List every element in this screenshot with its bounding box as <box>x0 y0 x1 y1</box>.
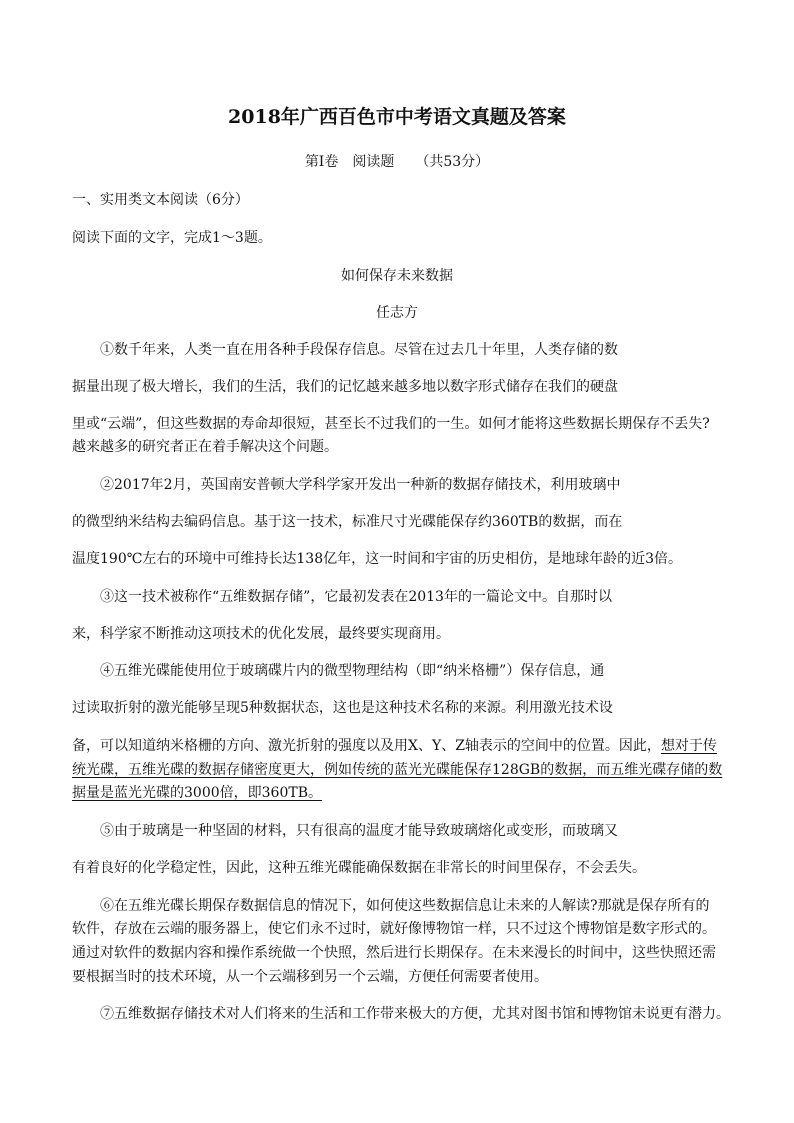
paragraph-1-line-2: 据量出现了极大增长，我们的生活，我们的记忆越来越多地以数字形式储存在我们的硬盘 <box>72 379 618 395</box>
document-title: 2018年广西百色市中考语文真题及答案 <box>228 106 566 128</box>
paragraph-2-line-2: 的微型纳米结构去编码信息。基于这一技术，标准尺寸光碟能保存约360TB的数据，而在 <box>72 514 623 530</box>
underlined-passage-start: 想对于传 <box>660 738 717 754</box>
paragraph-3-line-2: 来，科学家不断推动这项技术的优化发展，最终要实现商用。 <box>72 626 450 642</box>
paragraph-6-line-1: ⑥在五维光碟长期保存数据信息的情况下，如何使这些数据信息让未来的人解读?那就是保存所有的 <box>100 898 710 914</box>
paragraph-6-line-4: 要根据当时的技术环境，从一个云端移到另一个云端，方便任何需要者使用。 <box>72 969 548 985</box>
paragraph-4-line-3 <box>72 736 722 756</box>
paragraph-4-line-2: 过读取折射的激光能够呈现5种数据状态，这也是这种技术名称的来源。利用激光技术设 <box>72 700 613 716</box>
article-author: 任志方 <box>376 305 418 321</box>
paragraph-1-line-3: 里或“云端”，但这些数据的寿命却很短，甚至长不过我们的一生。如何才能将这些数据长期保存不丢失? <box>72 416 710 432</box>
paragraph-4-line-3-plain: 备，可以知道纳米格栅的方向、激光折射的强度以及用X、Y、Z轴表示的空间中的位置。因此， <box>72 738 661 754</box>
paragraph-5-line-1: ⑤由于玻璃是一种坚固的材料，只有很高的温度才能导致玻璃熔化或变形，而玻璃又 <box>100 823 618 839</box>
paragraph-2-line-3: 温度190℃左右的环境中可维持长达138亿年，这一时间和宇宙的历史相仿，是地球年龄的近3倍。 <box>72 551 683 567</box>
volume-heading: 第Ⅰ卷 阅读题 （共53分） <box>304 154 490 170</box>
underlined-passage-end: 据量是蓝光光碟的3000倍，即360TB。 <box>72 785 322 801</box>
paragraph-2-line-1: ②2017年2月，英国南安普顿大学科学家开发出一种新的数据存储技术，利用玻璃中 <box>100 477 621 493</box>
paragraph-5-line-2: 有着良好的化学稳定性，因此，这种五维光碟能确保数据在非常长的时间里保存，不会丢失。 <box>72 860 646 876</box>
section-heading: 一、实用类文本阅读（6分） <box>72 192 249 208</box>
paragraph-4-line-1: ④五维光碟能使用位于玻璃碟片内的微型物理结构（即“纳米格栅”）保存信息，通 <box>100 663 605 679</box>
article-title: 如何保存未来数据 <box>341 268 453 284</box>
paragraph-4-line-5 <box>72 783 722 803</box>
paragraph-1-line-4: 越来越多的研究者正在着手解决这个问题。 <box>72 439 338 455</box>
reading-instruction: 阅读下面的文字，完成1～3题。 <box>72 230 272 246</box>
paragraph-6-line-2: 软件，存放在云端的服务器上，使它们永不过时，就好像博物馆一样，只不过这个博物馆是数字形式的。 <box>72 921 716 937</box>
paragraph-6-line-3: 通过对软件的数据内容和操作系统做一个快照，然后进行长期保存。在未来漫长的时间中，这些快照还需 <box>72 945 716 961</box>
underlined-passage-line-2: 统光碟，五维光碟的数据存储密度更大，例如传统的蓝光光碟能保存128GB的数据，而五维光碟存储的数 <box>72 762 723 778</box>
paragraph-7-line-1: ⑦五维数据存储技术对人们将来的生活和工作带来极大的方便，尤其对图书馆和博物馆未说更有潜力。 <box>100 1006 730 1022</box>
paragraph-3-line-1: ③这一技术被称作“五维数据存储”，它最初发表在2013年的一篇论文中。自那时以 <box>100 589 612 605</box>
paragraph-1-line-1: ①数千年来，人类一直在用各种手段保存信息。尽管在过去几十年里，人类存储的数 <box>100 342 618 358</box>
